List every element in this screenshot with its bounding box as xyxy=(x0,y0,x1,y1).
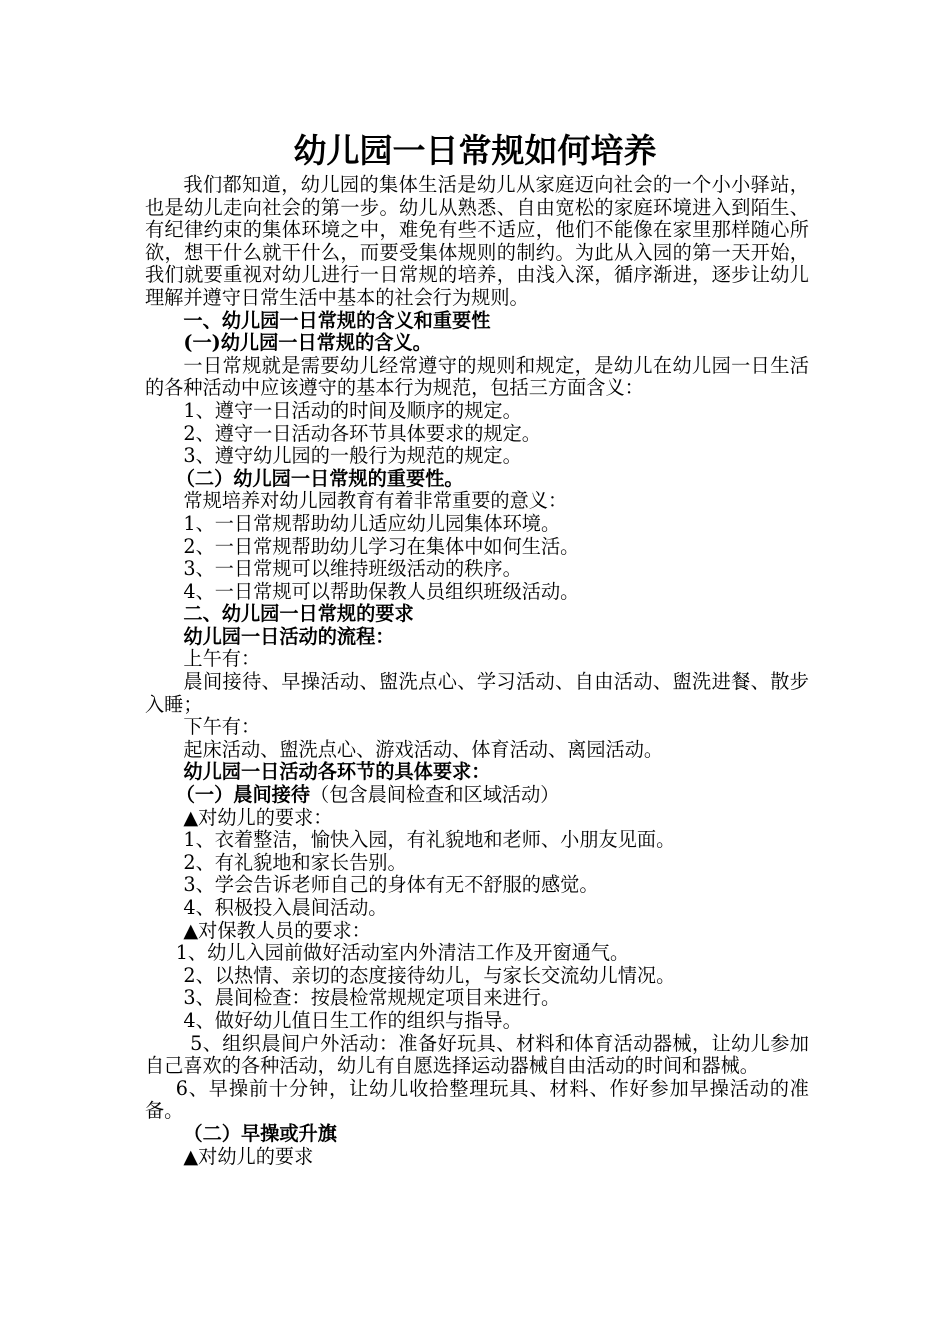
list-item: 1、遵守一日活动的时间及顺序的规定。 xyxy=(183,398,522,422)
section-heading-1: 一、幼儿园一日常规的含义和重要性 xyxy=(183,308,491,332)
list-item: 4、积极投入晨间活动。 xyxy=(183,896,388,919)
importance-paragraph: 常规培养对幼儿园教育有着非常重要的意义： xyxy=(183,489,568,513)
subsection-heading-2-1 xyxy=(145,784,809,807)
document-title: 幼儿园一日常规如何培养 xyxy=(293,131,657,170)
child-requirements-label: ▲对幼儿的要求 xyxy=(183,1144,314,1168)
requirements-heading: 幼儿园一日活动各环节的具体要求： xyxy=(183,760,491,784)
list-item: 1、幼儿入园前做好活动室内外清洁工作及开窗通气。 xyxy=(175,941,630,965)
list-item: 2、有礼貌地和家长告别。 xyxy=(183,850,407,874)
list-item: 5、组织晨间户外活动：准备好玩具、材料和体育活动器械，让幼儿参加自己喜欢的各种活动，幼儿有自愿选择运动器械自由活动的时间和器械。 xyxy=(145,1031,809,1078)
morning-label: 上午有： xyxy=(183,647,261,671)
definition-paragraph: 一日常规就是需要幼儿经常遵守的规则和规定，是幼儿在幼儿园一日生活的各种活动中应该遵守的基本行为规范，包括三方面含义： xyxy=(145,353,809,400)
afternoon-activities: 起床活动、盥洗点心、游戏活动、体育活动、离园活动。 xyxy=(183,737,664,761)
list-item: 3、学会告诉老师自己的身体有无不舒服的感觉。 xyxy=(183,873,599,897)
list-item: 1、衣着整洁，愉快入园，有礼貌地和老师、小朋友见面。 xyxy=(183,828,676,852)
list-item: 3、一日常规可以维持班级活动的秩序。 xyxy=(183,557,522,581)
subsection-heading-2-1-note: （包含晨间检查和区域活动） xyxy=(310,783,560,807)
list-item: 6、早操前十分钟，让幼儿收拾整理玩具、材料、作好参加早操活动的准备。 xyxy=(145,1076,809,1123)
subsection-heading-1-1: (一)幼儿园一日常规的含义。 xyxy=(183,331,432,355)
list-item: 4、一日常规可以帮助保教人员组织班级活动。 xyxy=(183,579,580,603)
afternoon-label: 下午有： xyxy=(183,715,261,739)
list-item: 2、以热情、亲切的态度接待幼儿，与家长交流幼儿情况。 xyxy=(183,963,676,987)
list-item: 2、遵守一日活动各环节具体要求的规定。 xyxy=(183,421,541,445)
child-requirements-label: ▲对幼儿的要求： xyxy=(183,805,333,829)
subsection-heading-1-2: （二）幼儿园一日常规的重要性。 xyxy=(175,466,464,490)
list-item: 3、晨间检查：按晨检常规规定项目来进行。 xyxy=(183,986,561,1010)
staff-requirements-label: ▲对保教人员的要求： xyxy=(183,918,371,942)
list-item: 1、一日常规帮助幼儿适应幼儿园集体环境。 xyxy=(183,511,561,535)
intro-paragraph: 我们都知道，幼儿园的集体生活是幼儿从家庭迈向社会的一个小小驿站，也是幼儿走向社会的第一步。幼儿从熟悉、自由宽松的家庭环境进入到陌生、有纪律约束的集体环境之中，难免有些不适应，他们不能像在家里那样随心所欲，想干什么就干什么，而要受集体规则的制约。为此从入园的第一天开始，我们就要重视对幼儿进行一日常规的培养，由浅入深，循序渐进，逐步让幼儿理解并遵守日常生活中基本的社会行为规则。 xyxy=(145,173,809,309)
list-item: 3、遵守幼儿园的一般行为规范的规定。 xyxy=(183,444,522,468)
list-item: 4、做好幼儿值日生工作的组织与指导。 xyxy=(183,1008,522,1032)
morning-activities: 晨间接待、早操活动、盥洗点心、学习活动、自由活动、盥洗进餐、散步入睡； xyxy=(145,670,809,716)
subsection-heading-2-1-title: （一）晨间接待 xyxy=(175,783,311,807)
document-body xyxy=(145,174,809,1168)
list-item: 2、一日常规帮助幼儿学习在集体中如何生活。 xyxy=(183,534,580,558)
subsection-heading-2-2: （二）早操或升旗 xyxy=(183,1121,337,1145)
section-heading-2: 二、幼儿园一日常规的要求 xyxy=(183,602,414,626)
flow-heading: 幼儿园一日活动的流程： xyxy=(183,624,395,648)
